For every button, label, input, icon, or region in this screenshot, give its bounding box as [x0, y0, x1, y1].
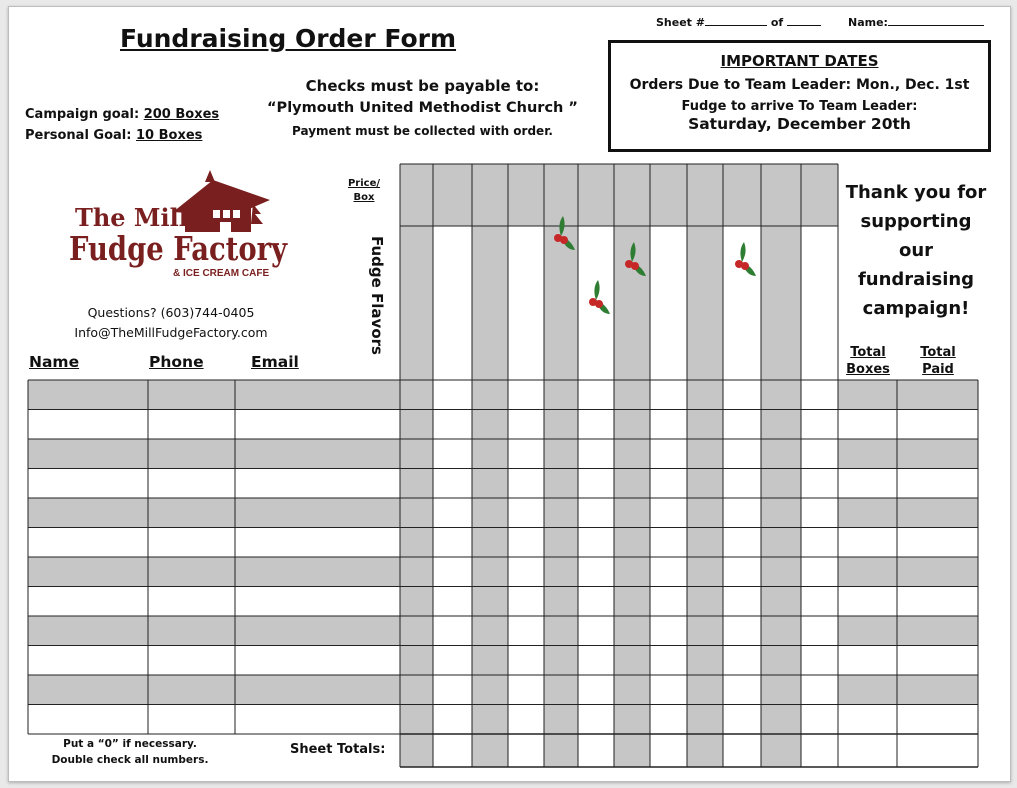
price-header-cell[interactable]	[433, 164, 472, 226]
total-paid-header: Total Paid	[920, 345, 956, 377]
order-quantity-cell[interactable]	[801, 380, 838, 410]
order-quantity-cell[interactable]	[723, 646, 761, 676]
payment-note: Payment must be collected with order.	[292, 124, 553, 138]
order-quantity-cell[interactable]	[472, 410, 508, 440]
sheet-total-cell[interactable]	[723, 734, 761, 767]
order-quantity-cell[interactable]	[400, 557, 433, 587]
order-quantity-cell[interactable]	[687, 469, 723, 499]
order-row-total-cell[interactable]	[838, 616, 978, 646]
fudge-arrival-date: Saturday, December 20th	[688, 115, 911, 133]
order-row-info-cell[interactable]	[28, 675, 400, 705]
order-quantity-cell[interactable]	[650, 469, 687, 499]
order-row-info-cell[interactable]	[28, 498, 400, 528]
flavor-header-cell[interactable]	[472, 226, 508, 380]
thanks-line3: our	[898, 240, 934, 261]
order-quantity-cell[interactable]	[801, 675, 838, 705]
order-quantity-cell[interactable]	[472, 675, 508, 705]
order-quantity-cell[interactable]	[433, 646, 472, 676]
order-quantity-cell[interactable]	[578, 616, 614, 646]
order-quantity-cell[interactable]	[761, 705, 801, 735]
order-quantity-cell[interactable]	[544, 498, 578, 528]
order-quantity-cell[interactable]	[650, 410, 687, 440]
price-header-cell[interactable]	[400, 164, 433, 226]
order-quantity-cell[interactable]	[433, 675, 472, 705]
flavor-header-cell[interactable]	[508, 226, 544, 380]
price-header-cell[interactable]	[508, 164, 544, 226]
order-quantity-cell[interactable]	[400, 439, 433, 469]
order-quantity-cell[interactable]	[761, 587, 801, 617]
order-quantity-cell[interactable]	[472, 557, 508, 587]
order-quantity-cell[interactable]	[578, 380, 614, 410]
price-header-cell[interactable]	[544, 164, 578, 226]
order-quantity-cell[interactable]	[687, 410, 723, 440]
price-label-line2: Box	[353, 192, 375, 203]
order-quantity-cell[interactable]	[761, 528, 801, 558]
order-quantity-cell[interactable]	[472, 469, 508, 499]
order-quantity-cell[interactable]	[544, 587, 578, 617]
order-quantity-cell[interactable]	[508, 498, 544, 528]
order-quantity-cell[interactable]	[472, 439, 508, 469]
order-quantity-cell[interactable]	[687, 557, 723, 587]
order-quantity-cell[interactable]	[508, 705, 544, 735]
order-quantity-cell[interactable]	[578, 528, 614, 558]
order-row-info-cell[interactable]	[28, 587, 400, 617]
order-quantity-cell[interactable]	[472, 587, 508, 617]
flavor-header-cell[interactable]	[650, 226, 687, 380]
phone-column-header: Phone	[149, 353, 204, 371]
price-label-line1: Price/	[347, 178, 381, 189]
order-row-total-cell[interactable]	[838, 557, 978, 587]
order-quantity-cell[interactable]	[761, 410, 801, 440]
price-header-cell[interactable]	[578, 164, 614, 226]
order-row-total-cell[interactable]	[838, 646, 978, 676]
order-quantity-cell[interactable]	[400, 705, 433, 735]
order-quantity-cell[interactable]	[472, 528, 508, 558]
order-quantity-cell[interactable]	[433, 616, 472, 646]
price-header-cell[interactable]	[687, 164, 723, 226]
campaign-goal-label: Campaign goal:	[25, 107, 140, 122]
order-quantity-cell[interactable]	[723, 410, 761, 440]
order-quantity-cell[interactable]	[508, 675, 544, 705]
order-quantity-cell[interactable]	[433, 380, 472, 410]
thanks-line5: campaign!	[862, 298, 970, 319]
order-row-info-cell[interactable]	[28, 410, 400, 440]
price-header-cell[interactable]	[723, 164, 761, 226]
order-row-total-cell[interactable]	[838, 498, 978, 528]
checks-payee: “Plymouth United Methodist Church ”	[267, 100, 578, 116]
order-quantity-cell[interactable]	[614, 439, 650, 469]
flavor-header-cell[interactable]	[761, 226, 801, 380]
order-quantity-cell[interactable]	[433, 587, 472, 617]
logo-line1: The Mill	[75, 203, 188, 232]
order-quantity-cell[interactable]	[687, 498, 723, 528]
order-quantity-cell[interactable]	[400, 528, 433, 558]
price-header-cell[interactable]	[614, 164, 650, 226]
sheet-total-cell[interactable]	[614, 734, 650, 767]
order-quantity-cell[interactable]	[801, 439, 838, 469]
order-quantity-cell[interactable]	[400, 410, 433, 440]
order-quantity-cell[interactable]	[687, 675, 723, 705]
total-boxes-header: Total Boxes	[846, 345, 890, 377]
logo-line2: Fudge Factory	[69, 229, 288, 268]
order-quantity-cell[interactable]	[578, 675, 614, 705]
order-quantity-cell[interactable]	[472, 616, 508, 646]
order-quantity-cell[interactable]	[650, 439, 687, 469]
order-quantity-cell[interactable]	[578, 439, 614, 469]
flavor-header-cell[interactable]	[433, 226, 472, 380]
order-row-total-cell[interactable]	[838, 587, 978, 617]
order-quantity-cell[interactable]	[761, 380, 801, 410]
order-row-info-cell[interactable]	[28, 380, 400, 410]
order-quantity-cell[interactable]	[614, 528, 650, 558]
sheet-total-cell[interactable]	[761, 734, 801, 767]
order-quantity-cell[interactable]	[761, 439, 801, 469]
order-quantity-cell[interactable]	[400, 498, 433, 528]
personal-goal-value: 10 Boxes	[136, 128, 203, 143]
footer-note-double-check: Double check all numbers.	[51, 754, 209, 766]
order-quantity-cell[interactable]	[433, 705, 472, 735]
order-quantity-cell[interactable]	[614, 557, 650, 587]
order-row-total-cell[interactable]	[838, 380, 978, 410]
footer-note-zero: Put a “0” if necessary.	[63, 738, 197, 750]
price-header-cell[interactable]	[801, 164, 838, 226]
order-quantity-cell[interactable]	[614, 616, 650, 646]
order-quantity-cell[interactable]	[614, 646, 650, 676]
order-quantity-cell[interactable]	[578, 557, 614, 587]
order-quantity-cell[interactable]	[433, 410, 472, 440]
order-quantity-cell[interactable]	[578, 469, 614, 499]
order-quantity-cell[interactable]	[544, 557, 578, 587]
order-quantity-cell[interactable]	[578, 410, 614, 440]
order-row-info-cell[interactable]	[28, 439, 400, 469]
logo-line3: & ICE CREAM CAFE	[173, 268, 270, 279]
order-quantity-cell[interactable]	[650, 557, 687, 587]
order-row-info-cell[interactable]	[28, 528, 400, 558]
order-quantity-cell[interactable]	[508, 469, 544, 499]
order-row-total-cell[interactable]	[838, 528, 978, 558]
order-quantity-cell[interactable]	[650, 587, 687, 617]
order-quantity-cell[interactable]	[544, 469, 578, 499]
order-quantity-cell[interactable]	[723, 439, 761, 469]
order-quantity-cell[interactable]	[508, 587, 544, 617]
order-quantity-cell[interactable]	[723, 557, 761, 587]
sheet-total-cell[interactable]	[687, 734, 723, 767]
order-quantity-cell[interactable]	[801, 498, 838, 528]
order-quantity-cell[interactable]	[801, 705, 838, 735]
order-quantity-cell[interactable]	[614, 587, 650, 617]
flavor-header-cell[interactable]	[801, 226, 838, 380]
order-quantity-cell[interactable]	[650, 646, 687, 676]
order-quantity-cell[interactable]	[508, 380, 544, 410]
order-quantity-cell[interactable]	[544, 675, 578, 705]
order-quantity-cell[interactable]	[433, 528, 472, 558]
order-quantity-cell[interactable]	[508, 410, 544, 440]
order-quantity-cell[interactable]	[578, 705, 614, 735]
order-quantity-cell[interactable]	[544, 616, 578, 646]
order-quantity-cell[interactable]	[508, 439, 544, 469]
sheet-total-cell[interactable]	[801, 734, 838, 767]
order-quantity-cell[interactable]	[723, 705, 761, 735]
order-quantity-cell[interactable]	[650, 528, 687, 558]
important-dates-heading: IMPORTANT DATES	[720, 52, 879, 70]
order-quantity-cell[interactable]	[687, 587, 723, 617]
order-quantity-cell[interactable]	[650, 616, 687, 646]
personal-goal-label: Personal Goal:	[25, 128, 132, 143]
order-quantity-cell[interactable]	[687, 616, 723, 646]
checks-payable-heading: Checks must be payable to:	[305, 77, 540, 95]
order-quantity-cell[interactable]	[723, 616, 761, 646]
thanks-line1: Thank you for	[845, 182, 987, 203]
order-row-total-cell[interactable]	[838, 469, 978, 499]
order-quantity-cell[interactable]	[650, 380, 687, 410]
flavor-header-cell[interactable]	[687, 226, 723, 380]
order-row-total-cell[interactable]	[838, 705, 978, 735]
order-row-info-cell[interactable]	[28, 469, 400, 499]
order-quantity-cell[interactable]	[508, 616, 544, 646]
order-quantity-cell[interactable]	[723, 528, 761, 558]
order-quantity-cell[interactable]	[400, 587, 433, 617]
order-quantity-cell[interactable]	[614, 498, 650, 528]
order-row-info-cell[interactable]	[28, 557, 400, 587]
campaign-goal-value: 200 Boxes	[143, 107, 220, 122]
order-quantity-cell[interactable]	[472, 498, 508, 528]
sheet-totals-label: Sheet Totals:	[290, 742, 386, 757]
flavor-header-cell[interactable]	[400, 226, 433, 380]
order-quantity-cell[interactable]	[508, 557, 544, 587]
sheet-total-cell[interactable]	[508, 734, 544, 767]
order-quantity-cell[interactable]	[544, 410, 578, 440]
order-row-total-cell[interactable]	[838, 675, 978, 705]
sheet-total-cell[interactable]	[544, 734, 578, 767]
order-quantity-cell[interactable]	[801, 616, 838, 646]
order-quantity-cell[interactable]	[801, 646, 838, 676]
order-quantity-cell[interactable]	[614, 410, 650, 440]
name-label: Name:	[848, 16, 888, 29]
contact-phone: Questions? (603)744-0405	[87, 305, 255, 320]
order-row-total-cell[interactable]	[838, 410, 978, 440]
order-quantity-cell[interactable]	[578, 587, 614, 617]
order-quantity-cell[interactable]	[761, 557, 801, 587]
order-quantity-cell[interactable]	[544, 528, 578, 558]
order-quantity-cell[interactable]	[433, 498, 472, 528]
sheet-total-cell[interactable]	[578, 734, 614, 767]
order-quantity-cell[interactable]	[761, 675, 801, 705]
order-quantity-cell[interactable]	[801, 469, 838, 499]
order-quantity-cell[interactable]	[761, 469, 801, 499]
of-label: of	[770, 16, 784, 29]
order-quantity-cell[interactable]	[650, 498, 687, 528]
order-quantity-cell[interactable]	[400, 380, 433, 410]
order-quantity-cell[interactable]	[687, 439, 723, 469]
name-column-header: Name	[29, 353, 80, 371]
order-quantity-cell[interactable]	[801, 410, 838, 440]
order-quantity-cell[interactable]	[614, 705, 650, 735]
order-quantity-cell[interactable]	[761, 616, 801, 646]
order-quantity-cell[interactable]	[544, 646, 578, 676]
order-quantity-cell[interactable]	[723, 469, 761, 499]
order-quantity-cell[interactable]	[472, 646, 508, 676]
order-quantity-cell[interactable]	[400, 646, 433, 676]
thanks-line4: fundraising	[857, 269, 975, 290]
order-quantity-cell[interactable]	[472, 380, 508, 410]
order-quantity-cell[interactable]	[650, 705, 687, 735]
order-quantity-cell[interactable]	[614, 469, 650, 499]
orders-due-date: Orders Due to Team Leader: Mon., Dec. 1st	[629, 77, 970, 93]
order-row-total-cell[interactable]	[838, 439, 978, 469]
order-row-info-cell[interactable]	[28, 616, 400, 646]
order-quantity-cell[interactable]	[578, 646, 614, 676]
sheet-total-cell[interactable]	[433, 734, 472, 767]
order-quantity-cell[interactable]	[433, 439, 472, 469]
price-header-cell[interactable]	[650, 164, 687, 226]
order-quantity-cell[interactable]	[801, 587, 838, 617]
sheet-total-cell[interactable]	[650, 734, 687, 767]
sheet-total-cell[interactable]	[400, 734, 433, 767]
order-row-info-cell[interactable]	[28, 646, 400, 676]
order-quantity-cell[interactable]	[472, 705, 508, 735]
order-quantity-cell[interactable]	[400, 469, 433, 499]
order-quantity-cell[interactable]	[400, 616, 433, 646]
email-column-header: Email	[251, 353, 299, 371]
sheet-total-cell[interactable]	[472, 734, 508, 767]
fudge-flavors-label: Fudge Flavors	[368, 236, 386, 355]
order-quantity-cell[interactable]	[801, 528, 838, 558]
order-quantity-cell[interactable]	[723, 498, 761, 528]
order-quantity-cell[interactable]	[614, 675, 650, 705]
order-quantity-cell[interactable]	[761, 498, 801, 528]
contact-email[interactable]: Info@TheMillFudgeFactory.com	[74, 325, 268, 340]
order-quantity-cell[interactable]	[650, 675, 687, 705]
sheet-label: Sheet #	[656, 16, 705, 29]
price-header-cell[interactable]	[472, 164, 508, 226]
order-quantity-cell[interactable]	[544, 439, 578, 469]
order-quantity-cell[interactable]	[687, 646, 723, 676]
price-header-cell[interactable]	[761, 164, 801, 226]
fudge-arrival-label: Fudge to arrive To Team Leader:	[681, 99, 918, 114]
order-quantity-cell[interactable]	[687, 528, 723, 558]
form-title: Fundraising Order Form	[120, 24, 457, 53]
order-quantity-cell[interactable]	[801, 557, 838, 587]
order-quantity-cell[interactable]	[508, 528, 544, 558]
order-quantity-cell[interactable]	[614, 380, 650, 410]
order-quantity-cell[interactable]	[544, 705, 578, 735]
order-quantity-cell[interactable]	[687, 380, 723, 410]
order-quantity-cell[interactable]	[508, 646, 544, 676]
order-quantity-cell[interactable]	[433, 469, 472, 499]
order-quantity-cell[interactable]	[761, 646, 801, 676]
order-quantity-cell[interactable]	[544, 380, 578, 410]
order-quantity-cell[interactable]	[433, 557, 472, 587]
thanks-line2: supporting	[860, 211, 972, 232]
order-quantity-cell[interactable]	[723, 675, 761, 705]
order-quantity-cell[interactable]	[723, 380, 761, 410]
order-quantity-cell[interactable]	[687, 705, 723, 735]
order-row-info-cell[interactable]	[28, 705, 400, 735]
order-quantity-cell[interactable]	[400, 675, 433, 705]
order-quantity-cell[interactable]	[578, 498, 614, 528]
order-quantity-cell[interactable]	[723, 587, 761, 617]
